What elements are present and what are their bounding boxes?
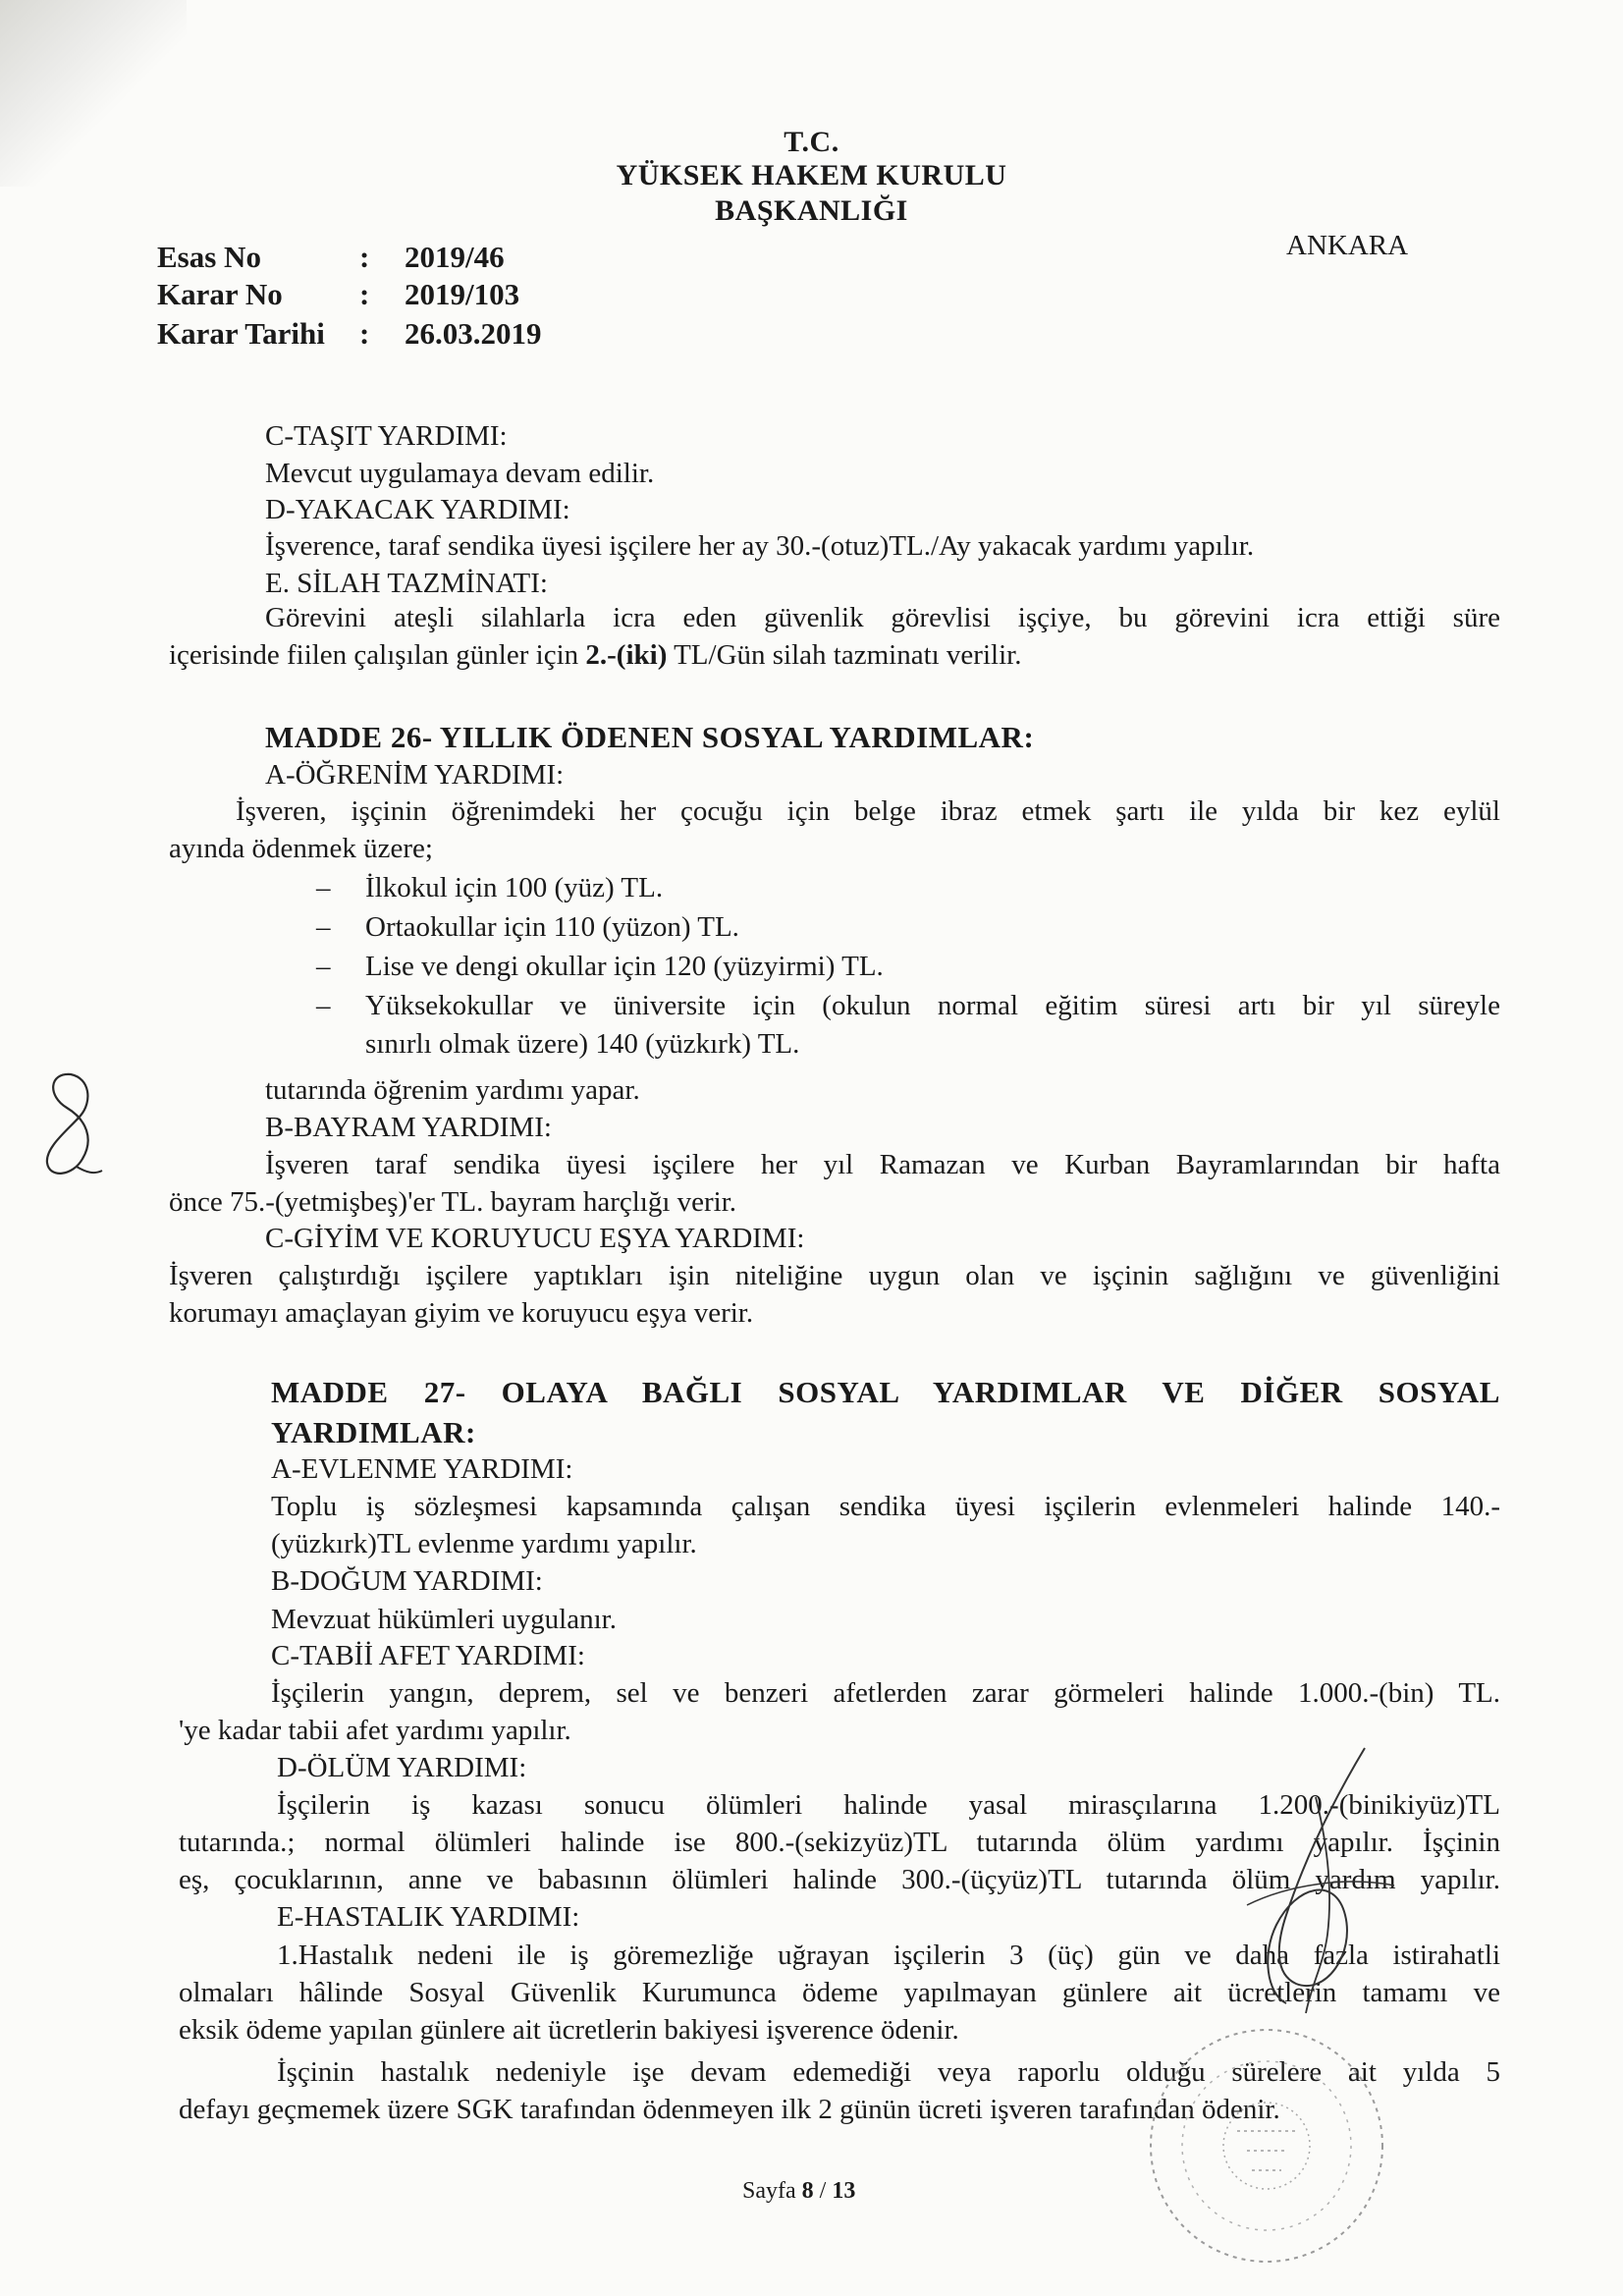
text-olum-1: İşçilerin iş kazası sonucu ölümleri halinde yasal mirasçılarına 1.200.-(binikiyüz)TL [277, 1789, 1500, 1821]
text-tasit: Mevcut uygulamaya devam edilir. [265, 458, 655, 489]
heading-olum: D-ÖLÜM YARDIMI: [277, 1752, 527, 1783]
list-dash: – [316, 951, 331, 982]
meta-label: Karar No [157, 277, 283, 311]
text-bayram-2: önce 75.-(yetmişbeş)'er TL. bayram harçlığı verir. [169, 1186, 737, 1218]
text-olum-3: eş, çocuklarının, anne ve babasının ölümleri halinde 300.-(üçyüz)TL tutarında ölüm yardım yapılır. [179, 1864, 1500, 1895]
meta-sep: : [359, 277, 370, 311]
text-evlenme-1: Toplu iş sözleşmesi kapsamında çalışan sendika üyesi işçilerin evlenmeleri halinde 140.- [271, 1491, 1500, 1522]
text-ogrenim-2: ayında ödenmek üzere; [169, 833, 433, 864]
meta-value-karar: 2019/103 [405, 277, 520, 311]
list-item: Ortaokullar için 110 (yüzon) TL. [365, 911, 739, 943]
meta-sep: : [359, 240, 370, 274]
madde-27-title: MADDE 27- OLAYA BAĞLI SOSYAL YARDIMLAR VE DİĞER SOSYAL [271, 1375, 1500, 1409]
list-dash: – [316, 911, 331, 943]
heading-tasit: C-TAŞIT YARDIMI: [265, 420, 508, 452]
madde-27-title-cont: YARDIMLAR: [271, 1415, 476, 1449]
madde-26-title: MADDE 26- YILLIK ÖDENEN SOSYAL YARDIMLAR: [265, 720, 1035, 754]
list-dash: – [316, 990, 331, 1021]
text-evlenme-2: (yüzkırk)TL evlenme yardımı yapılır. [271, 1528, 697, 1559]
official-stamp [1129, 2003, 1404, 2288]
meta-value-esas: 2019/46 [405, 240, 505, 274]
text-hastalik-3: eksik ödeme yapılan günlere ait ücretlerin bakiyesi işverence ödenir. [179, 2014, 959, 2046]
text-dogum: Mevzuat hükümleri uygulanır. [271, 1604, 617, 1635]
text-hastalik-1: 1.Hastalık nedeni ile iş göremezliğe uğrayan işçilerin 3 (üç) gün ve daha fazla istirahatli [277, 1940, 1500, 1971]
heading-bayram: B-BAYRAM YARDIMI: [265, 1112, 552, 1143]
heading-dogum: B-DOĞUM YARDIMI: [271, 1565, 543, 1597]
text-hastalik-5: defayı geçmemek üzere SGK tarafından ödenmeyen ilk 2 günün ücreti işveren tarafından ödenir. [179, 2094, 1280, 2125]
meta-sep: : [359, 316, 370, 351]
text-hastalik-4: İşçinin hastalık nedeniyle işe devam edemediği veya raporlu olduğu sürelere ait yılda 5 [277, 2056, 1500, 2088]
heading-evlenme: A-EVLENME YARDIMI: [271, 1453, 573, 1485]
header-kurul: YÜKSEK HAKEM KURULU [616, 159, 1007, 191]
text-bayram-1: İşveren taraf sendika üyesi işçilere her yıl Ramazan ve Kurban Bayramlarından bir hafta [265, 1149, 1500, 1180]
margin-initial-mark [39, 1068, 108, 1186]
header-tc: T.C. [784, 126, 839, 158]
list-item: Yüksekokullar ve üniversite için (okulun normal eğitim süresi artı bir yıl süreyle [365, 990, 1500, 1021]
text-afet-2: 'ye kadar tabii afet yardımı yapılır. [179, 1715, 571, 1746]
heading-afet: C-TABİİ AFET YARDIMI: [271, 1640, 585, 1671]
header-city: ANKARA [1286, 230, 1409, 261]
heading-yakacak: D-YAKACAK YARDIMI: [265, 494, 570, 525]
heading-hastalik: E-HASTALIK YARDIMI: [277, 1901, 580, 1933]
list-item: İlkokul için 100 (yüz) TL. [365, 872, 664, 903]
text-yakacak: İşverence, taraf sendika üyesi işçilere her ay 30.-(otuz)TL./Ay yakacak yardımı yapılır. [265, 530, 1255, 562]
text-ogrenim-1: İşveren, işçinin öğrenimdeki her çocuğu için belge ibraz etmek şartı ile yılda bir kez eylül [236, 795, 1500, 827]
list-item: Lise ve dengi okullar için 120 (yüzyirmi) TL. [365, 951, 884, 982]
heading-ogrenim: A-ÖĞRENİM YARDIMI: [265, 759, 565, 791]
heading-giyim: C-GİYİM VE KORUYUCU EŞYA YARDIMI: [265, 1223, 805, 1254]
signature-mark [1217, 1738, 1414, 2023]
text-giyim-2: korumayı amaçlayan giyim ve koruyucu eşya verir. [169, 1297, 754, 1329]
text-ogrenim-end: tutarında öğrenim yardımı yapar. [265, 1074, 640, 1106]
text-giyim-1: İşveren çalıştırdığı işçilere yaptıkları işin niteliğine uygun olan ve işçinin sağlığını ve güvenliğini [169, 1260, 1500, 1291]
header-baskanlik: BAŞKANLIĞI [715, 194, 908, 227]
meta-value-tarih: 26.03.2019 [405, 316, 542, 351]
list-dash: – [316, 872, 331, 903]
text-olum-2: tutarında.; normal ölümleri halinde ise 800.-(sekizyüz)TL tutarında ölüm yardımı yapılır. İşçinin [179, 1827, 1500, 1858]
text-silah-2: içerisinde fiilen çalışılan günler için 2.-(iki) TL/Gün silah tazminatı verilir. [169, 639, 1022, 671]
list-item-continuation: sınırlı olmak üzere) 140 (yüzkırk) TL. [365, 1028, 800, 1060]
meta-label: Esas No [157, 240, 261, 274]
heading-silah: E. SİLAH TAZMİNATI: [265, 568, 548, 599]
page-number: Sayfa 8 / 13 [742, 2178, 856, 2204]
text-hastalik-2: olmaları hâlinde Sosyal Güvenlik Kurumunca ödeme yapılmayan günlere ait ücretlerin tamamı ve [179, 1977, 1500, 2008]
meta-label: Karar Tarihi [157, 316, 325, 351]
text-silah-1: Görevini ateşli silahlarla icra eden güvenlik görevlisi işçiye, bu görevini icra ettiği süre [265, 602, 1500, 633]
text-afet-1: İşçilerin yangın, deprem, sel ve benzeri afetlerden zarar görmeleri halinde 1.000.-(bin) TL. [271, 1677, 1500, 1709]
